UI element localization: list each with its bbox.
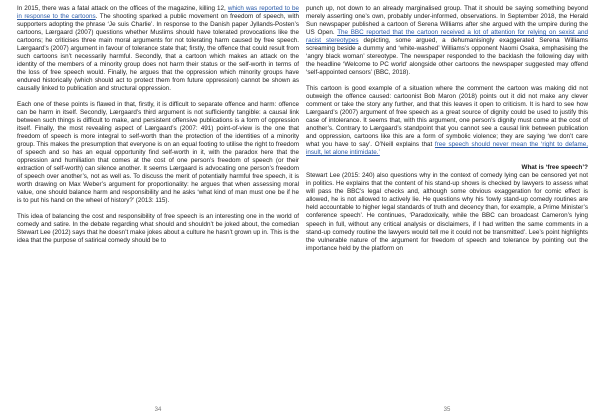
page-number: 35 <box>443 407 451 413</box>
body-paragraph <box>17 213 299 245</box>
body-paragraph <box>17 101 299 206</box>
left-page <box>17 5 299 415</box>
body-paragraph <box>17 5 299 94</box>
text-run: Each one of these points is flawed in that, firstly, it is difficult to separate offence and harm: offence can be harm in itself. Secondly, Lærgaard’s third argument is not sufficiently tangible: a causal link between such things is difficult to make, and persistent offensive publications is a form of oppression itself. Finally, the most revealing aspect of Lærgaard’s (2007: 491) point-of-view is the one that freedom of speech is more integral to self-worth than the protection of the identities of a minority group. This makes the presumption that everyone is on an equal footing to utilise the right to freedom of speech and so has an equal opportunity find self-worth in it, with the paradox here that the oppression and humiliation that comes at the cost of one person’s freedom of speech (or their extraction of self-worth) can silence another. It seems Lærgaard is advocating one person’s freedom of speech over another’s, not as well as. To discuss the merit of potentially harmful free speech, it is worth drawing on Max Weber’s argument for proportionality: he argues that when assessing moral value, one should balance harm and responsibility and he asks ‘what kind of man must one be if he is to put his hand on the wheel of history?’ (2013: 115). <box>17 100 299 205</box>
hyperlink[interactable]: free speech should never mean the ‘right to defame, insult, let alone intimidate.’ <box>306 141 588 157</box>
text-run: punch up, not down to an already marginalised group. That it should be saying something beyond merely asserting one’s own, probably under-informed, observations. In September 2018, the Herald Sun newspaper published a cartoon of Serena Williams after she argued with the umpire during the US Open. <box>306 5 588 37</box>
text-run: . The shooting sparked a public movement on freedom of speech, with supporters adopting the phrase ‘Je suis Charlie’. In response to the Danish paper Jyllands-Posten’s cartoons, Lærgaard (2007) questions whether Muslims should have tolerated provocations like the cartoons; he criticises three main moral arguments for not tolerating harm caused by free speech. Lærgaard’s (2007) argument in favour of tolerance state that; firstly, the offence that could result from such cartoons isn’t necessarily harmful. Secondly, that a cartoon which makes an attack on the identity of the members of a minority group does not harm their status or the self-worth in terms of the loss of free speech would. Finally, he argues that the oppression which minority groups have endured historically (which should act to protect them from future oppression) cannot be shown as causally linked to publication and structural oppression. <box>17 13 299 93</box>
text-run: In 2015, there was a fatal attack on the offices of the magazine, killing 12, <box>17 5 228 12</box>
text-run: Stewart Lee (2015: 240) also questions why in the context of comedy lying can be censored yet not in politics. He explains that the content of his stand-up shows is checked by lawyers to assess what will pass the BBC’s legal checks and, although some obvious exaggeration for comic effect is allowed, he is not allowed to actively lie. He questions why his ‘lowly stand-up comedy routines are held accountable to higher legal standards of truth and decency than, for example, a Prime Minister’s conference speech’. He continues, ‘Paradoxically, while the BBC can broadcast Cameron’s lying speech in full, without any critical analysis or disclaimers, if I had written the same comments in a stand-up comedy routine the lawyers would tell me it could not be transmitted’. Lee’s point highlights the vulnerable nature of the argument for freedom of speech and tolerance by pointing out the importance held by the platform on <box>306 172 588 252</box>
left-page-body <box>17 5 299 245</box>
page-number: 34 <box>154 407 162 413</box>
body-paragraph <box>306 85 588 157</box>
right-page-body-after-heading <box>306 172 588 252</box>
section-heading: What is ‘free speech’? <box>521 164 588 172</box>
right-page <box>306 5 588 415</box>
body-paragraph <box>306 5 588 77</box>
body-paragraph <box>306 172 588 252</box>
hyperlink[interactable]: which was reported to be in response to the cartoons <box>17 5 299 21</box>
right-page-body <box>306 5 588 157</box>
hyperlink[interactable]: The BBC reported that the cartoon received a lot of attention for relying on sexist and racist stereotypes <box>306 29 588 45</box>
text-run: This cartoon is good example of a situation where the comment the cartoon was making did not outweigh the offence caused: cartoonist Bob Maron (2018) points out it did not make any clever comment or take the story any further, and that this leaves it open to criticism. It is hard to see how Lærgaard’s (2007) argument of free speech as a great source of dignity could be used to justify this case of intolerance. It seems that, with this argument, one person’s dignity must come at the cost of another’s. Contrary to Lærgaard’s standpoint that you cannot see a causal link between publication and oppression, cartoons like this are a form of symbolic violence; they are saying ‘we don’t care what you have to say’. O’Neill explains that <box>306 84 588 149</box>
text-run: This idea of balancing the cost and responsibility of free speech is an interesting one in the world of comedy and satire. In the debate regarding what should and shouldn’t be joked about, the comedian Stewart Lee (2012) says that he doesn’t make jokes about a culture he hasn’t grown up in. This is the idea that the purpose of satirical comedy should be to <box>17 212 300 245</box>
text-run: depicting, some argued, a dehumanisingly exaggerated Serena Williams screaming beside a dummy and ‘white-washed’ Williams’s opponent Naomi Osaka, emphasising the ‘angry black woman’ stereotype. The newspaper responded to the backlash the following day with the headline ‘Welcome to PC world’ alongside other cartoons the newspaper suggested may offend ‘self-appointed censors’ (BBC, 2018). <box>306 37 588 77</box>
